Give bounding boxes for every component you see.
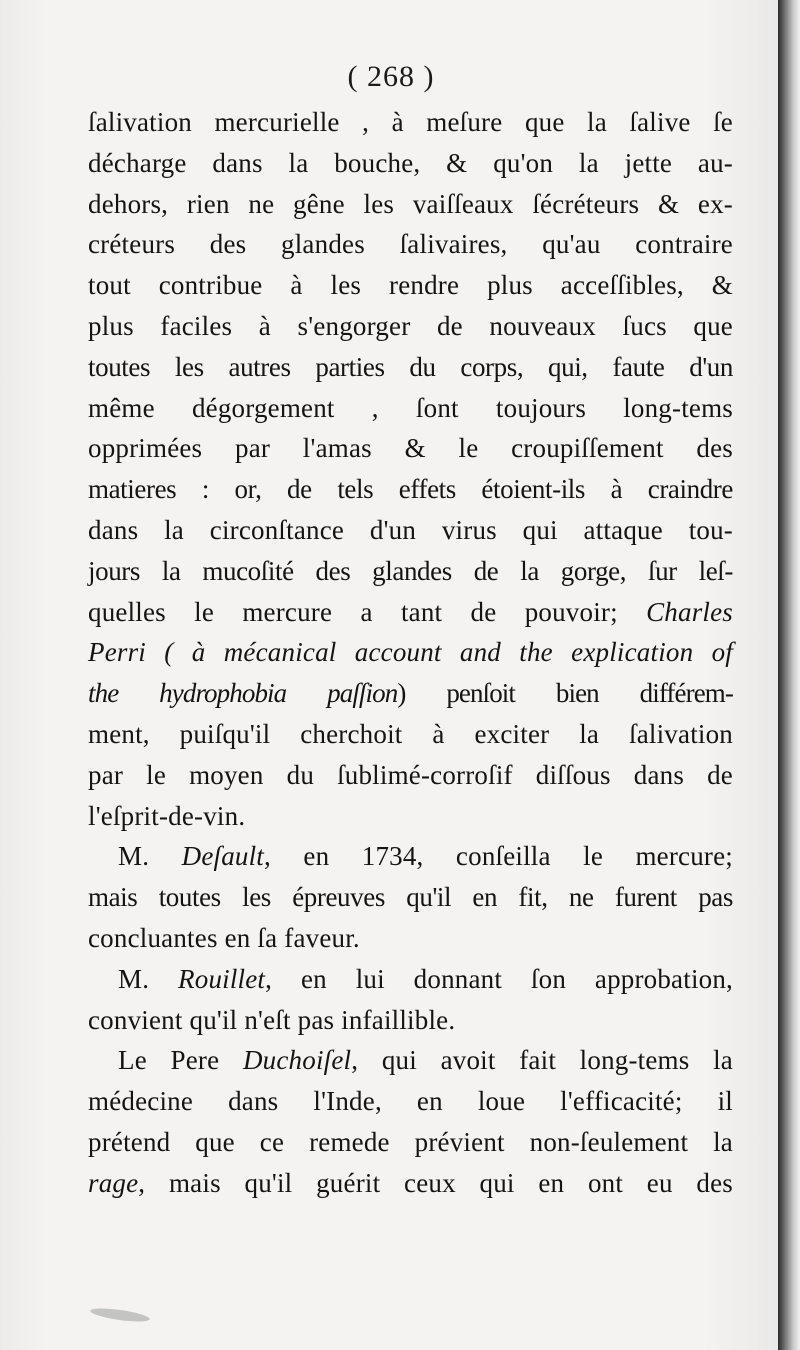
- text-line: par le moyen du ſublimé-corroſif diſſous dans de: [88, 759, 733, 790]
- page-number: ( 268 ): [347, 60, 435, 93]
- text-span: ): [397, 678, 406, 709]
- text-line: [88, 1163, 733, 1204]
- text-span: ,: [138, 1167, 146, 1198]
- page-edge-shadow: [778, 0, 800, 1350]
- italic-name: Rouillet: [178, 963, 266, 994]
- italic-name: Deſault: [181, 841, 265, 872]
- text-span: , en 1734, conſeilla le mercure;: [264, 841, 734, 872]
- text-line: [88, 959, 733, 1000]
- text-line: [88, 1040, 733, 1081]
- text-line: même dégorgement , ſont toujours long-tems: [88, 392, 733, 423]
- text-line: concluantes en ſa faveur.: [88, 922, 360, 953]
- text-span: quelles le mercure a tant de pouvoir;: [88, 596, 618, 627]
- text-line: [88, 592, 733, 633]
- text-span: , en lui donnant ſon approbation,: [265, 963, 733, 994]
- text-line: ment, puiſqu'il cherchoit à exciter la ſalivation: [88, 718, 733, 749]
- text-line: [88, 632, 733, 673]
- text-span: penſoit bien différem-: [446, 678, 733, 709]
- text-line: créteurs des glandes ſalivaires, qu'au contraire: [88, 229, 733, 260]
- text-line: toutes les autres parties du corps, qui, faute d'un: [88, 351, 733, 382]
- italic-title: paſſion: [327, 678, 398, 709]
- text-line: matieres : or, de tels effets étoient-ils à craindre: [88, 474, 733, 505]
- text-line: l'eſprit-de-vin.: [88, 800, 246, 831]
- italic-author: Charles: [646, 596, 734, 627]
- italic-author: Perri: [88, 637, 146, 668]
- text-line: dehors, rien ne gêne les vaiſſeaux ſécréteurs & ex-: [88, 188, 733, 219]
- text-span: Le Pere: [118, 1045, 220, 1076]
- text-line: ſalivation mercurielle , à meſure que la ſalive ſe: [88, 107, 733, 137]
- text-line: décharge dans la bouche, & qu'on la jette au-: [88, 147, 733, 178]
- text-line: dans la circonſtance d'un virus qui attaque tou-: [88, 514, 733, 545]
- text-span: M.: [118, 841, 150, 872]
- text-line: tout contribue à les rendre plus acceſſibles, &: [88, 270, 733, 301]
- text-line: médecine dans l'Inde, en loue l'efficacité; il: [88, 1086, 733, 1117]
- text-line: jours la mucoſité des glandes de la gorge, ſur leſ-: [88, 555, 733, 586]
- text-line: plus faciles à s'engorger de nouveaux ſucs que: [88, 310, 733, 341]
- text-line: opprimées par l'amas & le croupiſſement des: [88, 433, 733, 464]
- text-line: [88, 673, 733, 714]
- italic-title: ( à mécanical account and the explication of: [164, 637, 733, 668]
- italic-name: Duchoiſel: [242, 1045, 352, 1076]
- text-line: mais toutes les épreuves qu'il en fit, ne furent pas: [88, 882, 733, 913]
- text-line: prétend que ce remede prévient non-ſeulement la: [88, 1126, 733, 1157]
- ink-smudge: [90, 1306, 151, 1324]
- text-span: mais qu'il guérit ceux qui en ont eu des: [168, 1167, 733, 1198]
- text-span: , qui avoit fait long-tems la: [351, 1045, 733, 1076]
- italic-title: the hydrophobia: [88, 678, 287, 709]
- body-text: [88, 102, 733, 1204]
- text-line: convient qu'il n'eſt pas infaillible.: [88, 1004, 456, 1035]
- text-span: M.: [118, 963, 150, 994]
- text-line: [88, 836, 733, 877]
- italic-word: rage: [88, 1167, 139, 1198]
